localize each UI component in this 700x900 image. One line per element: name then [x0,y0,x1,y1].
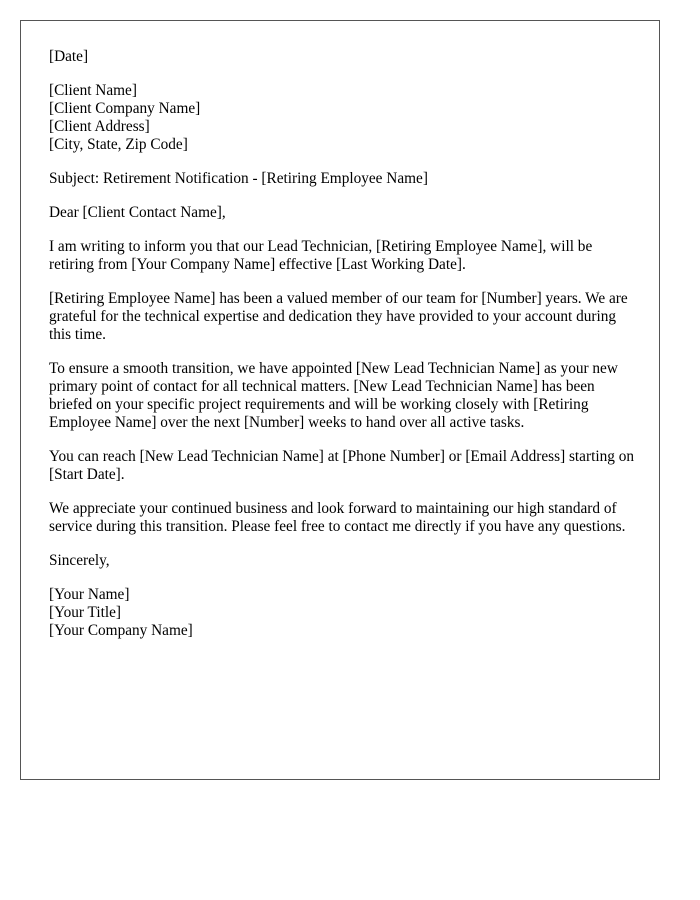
letter-page [20,20,660,780]
signature-company: [Your Company Name] [49,622,193,639]
letter-body [49,48,639,656]
recipient-city-state-zip: [City, State, Zip Code] [49,136,188,153]
body-paragraph: [Retiring Employee Name] has been a valued member of our team for [Number] years. We are grateful for the technical expertise and dedication they have provided to your account during this time. [49,290,628,343]
recipient-address-block [49,82,639,154]
body-paragraph: We appreciate your continued business and look forward to maintaining our high standard of service during this transition. Please feel free to contact me directly if you have any questions. [49,500,626,535]
closing: Sincerely, [49,552,110,569]
signature-name: [Your Name] [49,586,130,603]
body-paragraph: I am writing to inform you that our Lead Technician, [Retiring Employee Name], will be retiring from [Your Company Name] effective [Last Working Date]. [49,238,593,273]
subject-line: Subject: Retirement Notification - [Retiring Employee Name] [49,170,428,187]
recipient-address: [Client Address] [49,118,150,135]
letter-date [49,48,639,66]
recipient-company: [Client Company Name] [49,100,201,117]
signature-title: [Your Title] [49,604,121,621]
recipient-name: [Client Name] [49,82,137,99]
body-paragraph: To ensure a smooth transition, we have appointed [New Lead Technician Name] as your new primary point of contact for all technical matters. [New Lead Technician Name] has been briefed on your specific project requirements and will be working closely with [Retiring Employee Name] over the next [Number] weeks to hand over all active tasks. [49,360,618,431]
signature-block [49,586,639,640]
body-paragraph: You can reach [New Lead Technician Name] at [Phone Number] or [Email Address] starting on [Start Date]. [49,448,634,483]
salutation: Dear [Client Contact Name], [49,204,226,221]
date-text: [Date] [49,48,89,65]
